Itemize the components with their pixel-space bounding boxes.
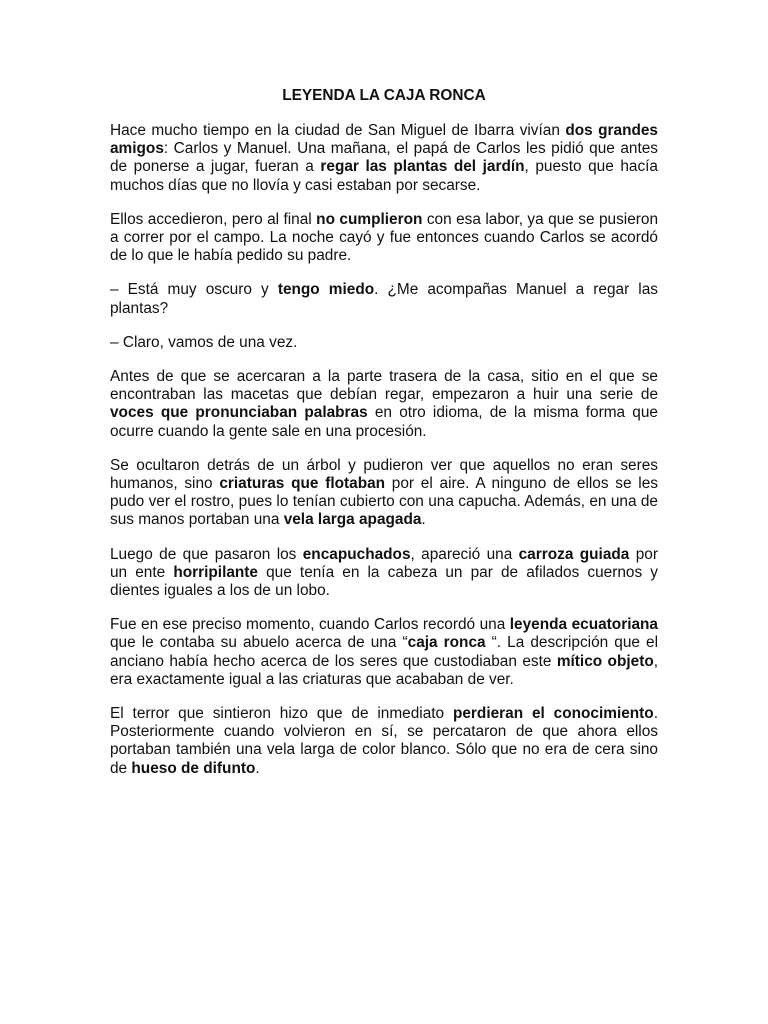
text-run: por el aire. A ninguno de ellos se les pudo ver el rostro, pues lo tenían cubierto con una capucha. Además, en una de sus manos portaban una bbox=[110, 475, 658, 529]
text-run: . Posteriormente cuando volvieron en sí, se percataron de que ahora ellos portaban también una vela larga de color blanco. Sólo que no era de cera sino de bbox=[110, 705, 658, 777]
document-title: LEYENDA LA CAJA RONCA bbox=[282, 87, 486, 104]
text-run: Antes de que se acercaran a la parte trasera de la casa, sitio en el que se encontraban las macetas que debían regar, empezaron a huir una serie de bbox=[110, 368, 658, 404]
text-run: Fue en ese preciso momento, cuando Carlos recordó una bbox=[110, 616, 510, 634]
text-run: por un ente bbox=[110, 545, 658, 581]
bold-text: dos grandes amigos bbox=[110, 122, 658, 158]
paragraph bbox=[110, 211, 658, 266]
bold-text: regar las plantas del jardín bbox=[320, 158, 525, 176]
bold-text: vela larga apagada bbox=[283, 511, 422, 529]
text-run: – Está muy oscuro y bbox=[110, 281, 278, 299]
text-run: . bbox=[255, 759, 260, 777]
bold-text: carroza guiada bbox=[518, 545, 630, 563]
text-run: , era exactamente igual a las criaturas que acababan de ver. bbox=[110, 652, 659, 688]
paragraph bbox=[110, 546, 658, 601]
bold-text: tengo miedo bbox=[277, 281, 375, 299]
paragraph bbox=[110, 334, 658, 352]
text-run: Luego de que pasaron los bbox=[110, 545, 303, 563]
bold-text: perdieran el conocimiento bbox=[452, 705, 654, 723]
text-run: con esa labor, ya que se pusieron a correr por el campo. La noche cayó y fue entonces cuando Carlos se acordó de lo que le había pedido su padre. bbox=[110, 210, 658, 265]
text-run: en otro idioma, de la misma forma que ocurre cuando la gente sale en una procesión. bbox=[110, 404, 658, 440]
bold-text: hueso de difunto bbox=[131, 759, 256, 777]
paragraph bbox=[110, 122, 658, 195]
bold-text: encapuchados bbox=[302, 545, 411, 563]
text-run: , puesto que hacía muchos días que no llovía y casi estaban por secarse. bbox=[110, 158, 658, 194]
bold-text: voces que pronunciaban palabras bbox=[110, 404, 368, 422]
document-body bbox=[110, 122, 658, 794]
text-run: que tenía en la cabeza un par de afilados cuernos y dientes iguales a los de un lobo. bbox=[110, 563, 658, 600]
text-run: Se ocultaron detrás de un árbol y pudieron ver que aquellos no eran seres humanos, sino bbox=[110, 456, 658, 493]
paragraph bbox=[110, 616, 658, 689]
bold-text: caja ronca bbox=[407, 634, 486, 652]
text-run: : Carlos y Manuel. Una mañana, el papá de Carlos les pidió que antes de ponerse a jugar, fueran a bbox=[110, 140, 658, 176]
text-run: El terror que sintieron hizo que de inmediato bbox=[110, 705, 453, 723]
text-run: Hace mucho tiempo en la ciudad de San Miguel de Ibarra vivían bbox=[110, 122, 566, 139]
text-run: , apareció una bbox=[410, 545, 519, 563]
bold-text: horripilante bbox=[173, 563, 258, 581]
paragraph bbox=[110, 705, 658, 778]
text-run: . ¿Me acompañas Manuel a regar las plantas? bbox=[110, 281, 658, 317]
text-run: – Claro, vamos de una vez. bbox=[110, 333, 298, 351]
bold-text: criaturas que flotaban bbox=[219, 475, 386, 493]
paragraph bbox=[110, 281, 658, 317]
bold-text: leyenda ecuatoriana bbox=[509, 616, 658, 634]
bold-text: mítico objeto bbox=[556, 652, 654, 670]
text-run: Ellos accedieron, pero al final bbox=[110, 210, 317, 228]
text-run: . bbox=[421, 511, 426, 529]
text-run: “. La descripción que el anciano había hecho acerca de los seres que custodiaban este bbox=[110, 634, 659, 670]
paragraph bbox=[110, 368, 658, 441]
text-run: que le contaba su abuelo acerca de una “ bbox=[110, 634, 408, 652]
bold-text: no cumplieron bbox=[316, 210, 423, 228]
paragraph bbox=[110, 457, 658, 530]
